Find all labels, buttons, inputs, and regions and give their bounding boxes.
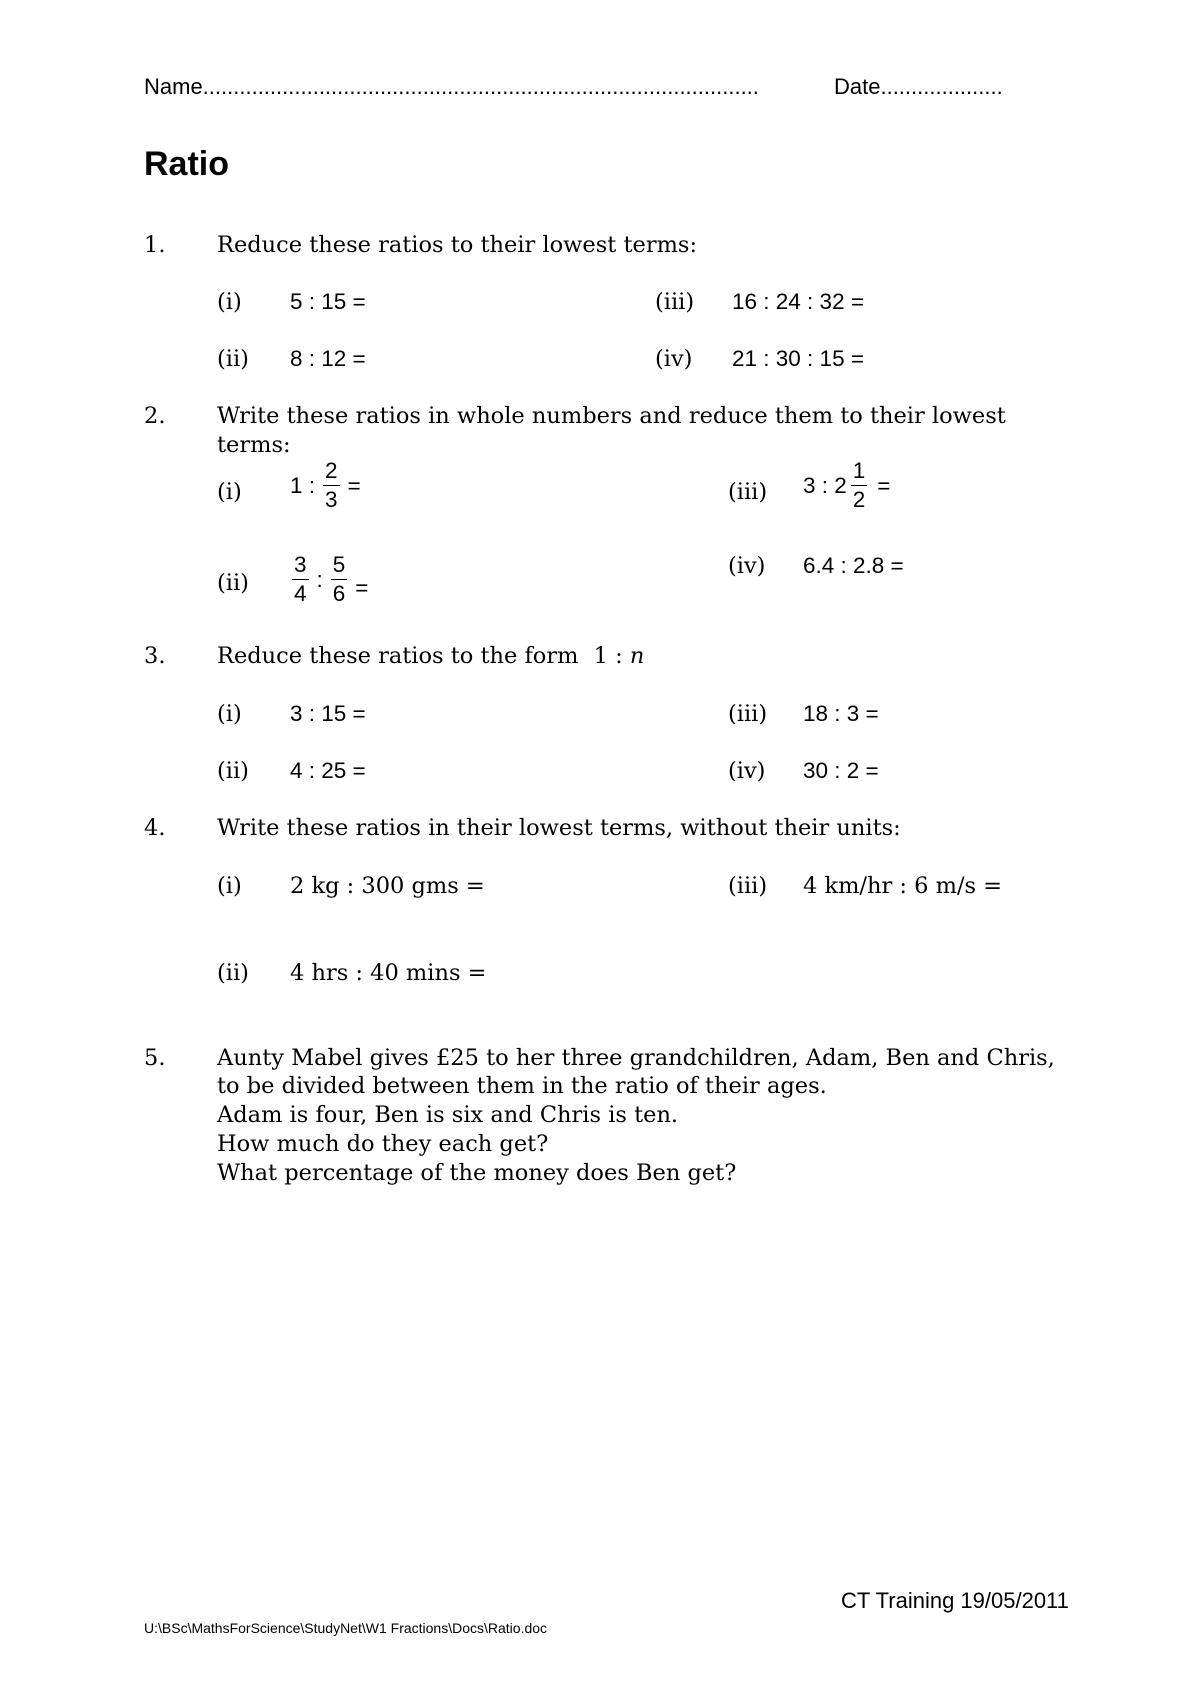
q2-iv-expr: 6.4 : 2.8 =: [803, 553, 904, 578]
footer-credit: CT Training 19/05/2011: [841, 1588, 1069, 1613]
q5-line-5: What percentage of the money does Ben get?: [217, 1160, 737, 1186]
q5-line-4: How much do they each get?: [217, 1131, 549, 1157]
date-field: Date....................: [834, 74, 1003, 99]
q2-iii-fraction: [851, 460, 868, 511]
q1-iii-label: (iii): [655, 289, 695, 315]
q1-iii-expr: 16 : 24 : 32 =: [732, 289, 864, 314]
q2-iii-tail: =: [877, 472, 891, 498]
q2-text-line2: terms:: [217, 432, 291, 458]
q3-ii-label: (ii): [217, 758, 249, 784]
q2-i-lead: 1 :: [290, 472, 316, 498]
q2-ii-fraction-1: [292, 554, 309, 605]
q2-iii-expr: [803, 460, 890, 511]
q5-line-3: Adam is four, Ben is six and Chris is ten.: [217, 1102, 679, 1128]
name-field: Name...........................................................................................: [144, 74, 759, 99]
q2-iii-numerator: 1: [851, 460, 868, 486]
q1-iv-expr: 21 : 30 : 15 =: [732, 346, 864, 371]
q1-i-label: (i): [217, 289, 242, 315]
q3-i-label: (i): [217, 701, 242, 727]
q5-line-1: Aunty Mabel gives £25 to her three grandchildren, Adam, Ben and Chris,: [217, 1045, 1055, 1071]
q3-text-main: Reduce these ratios to the form: [217, 643, 579, 669]
page-title: Ratio: [144, 145, 229, 183]
q3-ii-expr: 4 : 25 =: [290, 758, 366, 783]
q5-number: 5.: [144, 1045, 166, 1071]
q1-text: Reduce these ratios to their lowest terms:: [217, 232, 698, 258]
q4-text: Write these ratios in their lowest terms, without their units:: [217, 815, 901, 841]
q2-iii-label: (iii): [728, 479, 768, 505]
q2-number: 2.: [144, 403, 166, 429]
q2-ii-fraction-2: [331, 554, 348, 605]
q3-form: 1 :: [593, 643, 623, 669]
footer-file-path: U:\BSc\MathsForScience\StudyNet\W1 Fractions\Docs\Ratio.doc: [144, 1620, 548, 1636]
q2-iv-label: (iv): [728, 553, 766, 579]
q1-ii-label: (ii): [217, 346, 249, 372]
q2-ii-label: (ii): [217, 570, 249, 596]
q3-iv-label: (iv): [728, 758, 766, 784]
q2-text-line1: Write these ratios in whole numbers and reduce them to their lowest: [217, 403, 1006, 429]
q2-ii-denominator-2: 6: [332, 580, 346, 606]
q3-variable: n: [629, 643, 645, 669]
q2-iii-denominator: 2: [852, 486, 866, 512]
q2-ii-numerator-1: 3: [292, 554, 309, 580]
q2-ii-expr: [290, 552, 368, 605]
q3-iii-label: (iii): [728, 701, 768, 727]
q2-i-label: (i): [217, 479, 242, 505]
q3-text: [217, 643, 644, 669]
q5-line-2: to be divided between them in the ratio of their ages.: [217, 1073, 827, 1099]
q3-number: 3.: [144, 643, 166, 669]
q4-ii-expr: 4 hrs : 40 mins =: [290, 960, 487, 986]
q2-i-tail: =: [347, 472, 361, 498]
q2-i-denominator: 3: [325, 486, 338, 512]
q2-i-expr: [290, 460, 361, 511]
q4-number: 4.: [144, 815, 166, 841]
q4-i-label: (i): [217, 873, 242, 899]
q1-iv-label: (iv): [655, 346, 693, 372]
q1-ii-expr: 8 : 12 =: [290, 346, 366, 371]
q3-i-expr: 3 : 15 =: [290, 701, 366, 726]
q3-iii-expr: 18 : 3 =: [803, 701, 879, 726]
q4-iii-label: (iii): [728, 873, 768, 899]
q2-ii-tail: =: [355, 574, 369, 600]
q4-ii-label: (ii): [217, 960, 249, 986]
q1-number: 1.: [144, 232, 166, 258]
q1-i-expr: 5 : 15 =: [290, 289, 366, 314]
q2-ii-numerator-2: 5: [331, 554, 348, 580]
q4-i-expr: 2 kg : 300 gms =: [290, 873, 485, 899]
q2-iii-lead: 3 : 2: [803, 472, 847, 498]
q4-iii-expr: 4 km/hr : 6 m/s =: [803, 873, 1003, 899]
q2-i-numerator: 2: [323, 460, 340, 486]
q3-iv-expr: 30 : 2 =: [803, 758, 879, 783]
q2-ii-separator: :: [316, 566, 323, 592]
q2-ii-denominator-1: 4: [294, 580, 307, 606]
q2-i-fraction: [323, 460, 340, 511]
